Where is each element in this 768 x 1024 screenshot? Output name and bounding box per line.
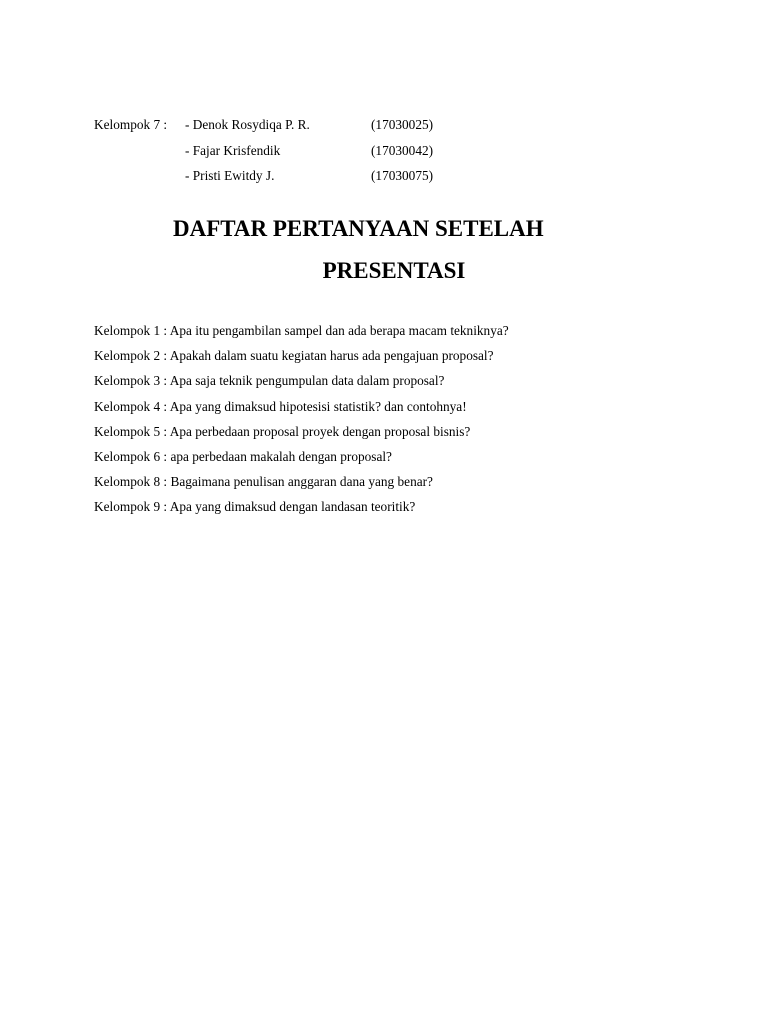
member-id: (17030025)	[371, 117, 434, 132]
group-label: Kelompok 7 :	[94, 117, 168, 132]
question-item: Kelompok 3 : Apa saja teknik pengumpulan data dalam proposal?	[94, 373, 445, 389]
member-name: - Fajar Krisfendik	[185, 142, 281, 158]
member-name: - Denok Rosydiqa P. R.	[185, 117, 310, 132]
question-item: Kelompok 5 : Apa perbedaan proposal proyek dengan proposal bisnis?	[94, 423, 471, 439]
question-item: Kelompok 6 : apa perbedaan makalah dengan proposal?	[94, 448, 392, 464]
member-id: (17030042)	[371, 142, 434, 158]
question-item: Kelompok 4 : Apa yang dimaksud hipotesisi statistik? dan contohnya!	[94, 398, 467, 414]
questions-list	[94, 318, 509, 520]
member-name: - Pristi Ewitdy J.	[185, 168, 275, 183]
title-line-1: DAFTAR PERTANYAAN SETELAH	[173, 216, 544, 241]
member-id: (17030075)	[371, 168, 434, 183]
question-item: Kelompok 1 : Apa itu pengambilan sampel dan ada berapa macam tekniknya?	[94, 323, 509, 338]
title-line-2: PRESENTASI	[322, 258, 466, 283]
question-item: Kelompok 9 : Apa yang dimaksud dengan landasan teoritik?	[94, 499, 416, 515]
question-item: Kelompok 2 : Apakah dalam suatu kegiatan harus ada pengajuan proposal?	[94, 348, 494, 364]
question-item: Kelompok 8 : Bagaimana penulisan anggaran dana yang benar?	[94, 474, 433, 490]
